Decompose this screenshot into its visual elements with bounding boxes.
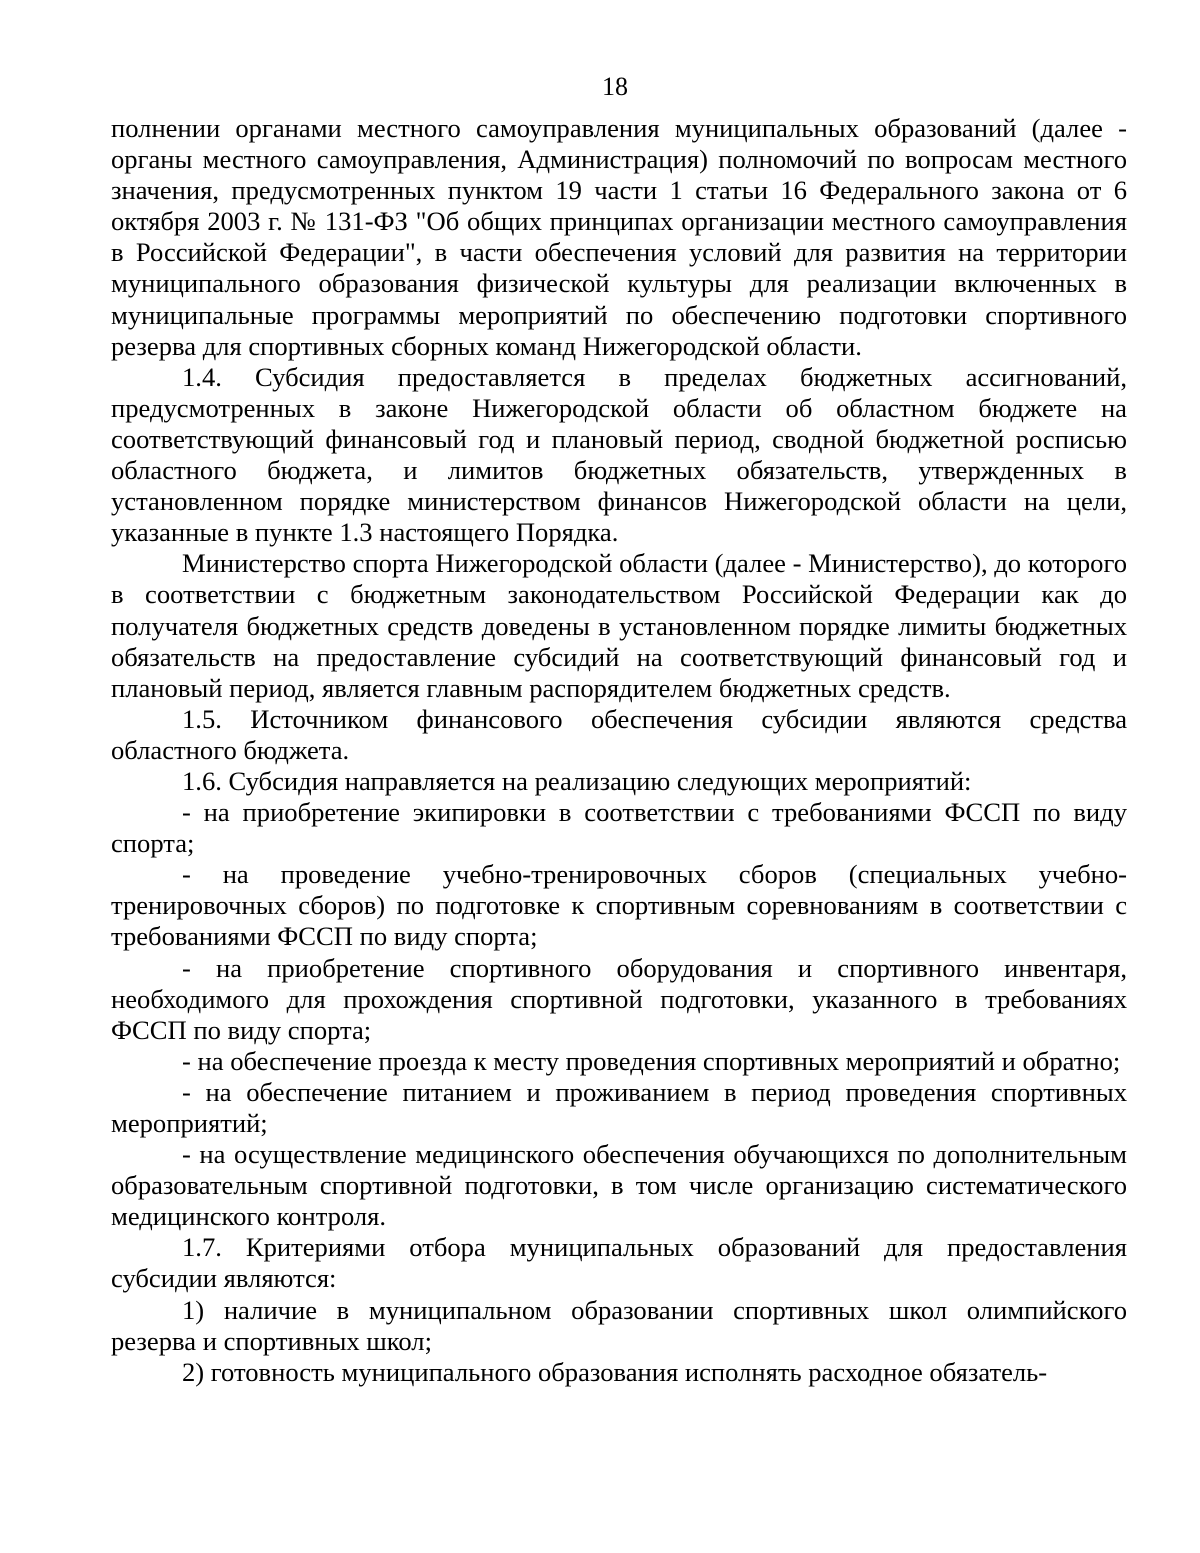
paragraph-1-4: 1.4. Субсидия предоставляется в пределах бюджетных ассигнований, предусмотренных в законе Нижегородской области об областном бюджете на соответствующий финансовый год и плановый период, сводной бюджетной росписью областного бюджета, и лимитов бюджетных обязательств, утвержденных в установленном порядке министерством финансов Нижегородской области на цели, указанные в пункте 1.3 настоящего Порядка.: [111, 361, 1127, 548]
paragraph-ministry: Министерство спорта Нижегородской области (далее - Министерство), до которого в соответствии с бюджетным законодательством Российской Федерации как до получателя бюджетных средств доведены в установленном порядке лимиты бюджетных обязательств на предоставление субсидий на соответствующий финансовый год и плановый период, является главным распорядителем бюджетных средств.: [111, 548, 1127, 703]
list-item-food-lodging: - на обеспечение питанием и проживанием в период проведения спортивных мероприятий;: [111, 1076, 1127, 1138]
list-item-medical: - на осуществление медицинского обеспечения обучающихся по дополнительным образовательным спортивной подготовки, в том числе организацию систематического медицинского контроля.: [111, 1139, 1127, 1232]
list-item-training-camps: - на проведение учебно-тренировочных сборов (специальных учебно-тренировочных сборов) по подготовке к спортивным соревнованиям в соответствии с требованиями ФССП по виду спорта;: [111, 859, 1127, 952]
list-item-travel: - на обеспечение проезда к месту проведения спортивных мероприятий и обратно;: [182, 1045, 1121, 1076]
document-body: [111, 113, 1127, 1388]
criterion-2: 2) готовность муниципального образования исполнять расходное обязатель-: [182, 1356, 1048, 1387]
paragraph-1-5: 1.5. Источником финансового обеспечения субсидии являются средства областного бюджета.: [111, 703, 1127, 765]
paragraph-continuation: полнении органами местного самоуправления муниципальных образований (далее - органы местного самоуправления, Администрация) полномочий по вопросам местного значения, предусмотренных пунктом 19 части 1 статьи 16 Федерального закона от 6 октября 2003 г. № 131-ФЗ "Об общих принципах организации местного самоуправления в Российской Федерации", в части обеспечения условий для развития на территории муниципального образования физической культуры для реализации включенных в муниципальные программы мероприятий по обеспечению подготовки спортивного резерва для спортивных сборных команд Нижегородской области.: [111, 113, 1127, 361]
list-item-sports-inventory: - на приобретение спортивного оборудования и спортивного инвентаря, необходимого для прохождения спортивной подготовки, указанного в требованиях ФССП по виду спорта;: [111, 952, 1127, 1045]
paragraph-1-7: 1.7. Критериями отбора муниципальных образований для предоставления субсидии являются:: [111, 1232, 1127, 1294]
list-item-equipment: - на приобретение экипировки в соответствии с требованиями ФССП по виду спорта;: [111, 797, 1127, 859]
paragraph-1-6: 1.6. Субсидия направляется на реализацию следующих мероприятий:: [182, 765, 972, 796]
page-number: 18: [602, 72, 628, 101]
criterion-1: 1) наличие в муниципальном образовании спортивных школ олимпийского резерва и спортивных школ;: [111, 1294, 1127, 1356]
